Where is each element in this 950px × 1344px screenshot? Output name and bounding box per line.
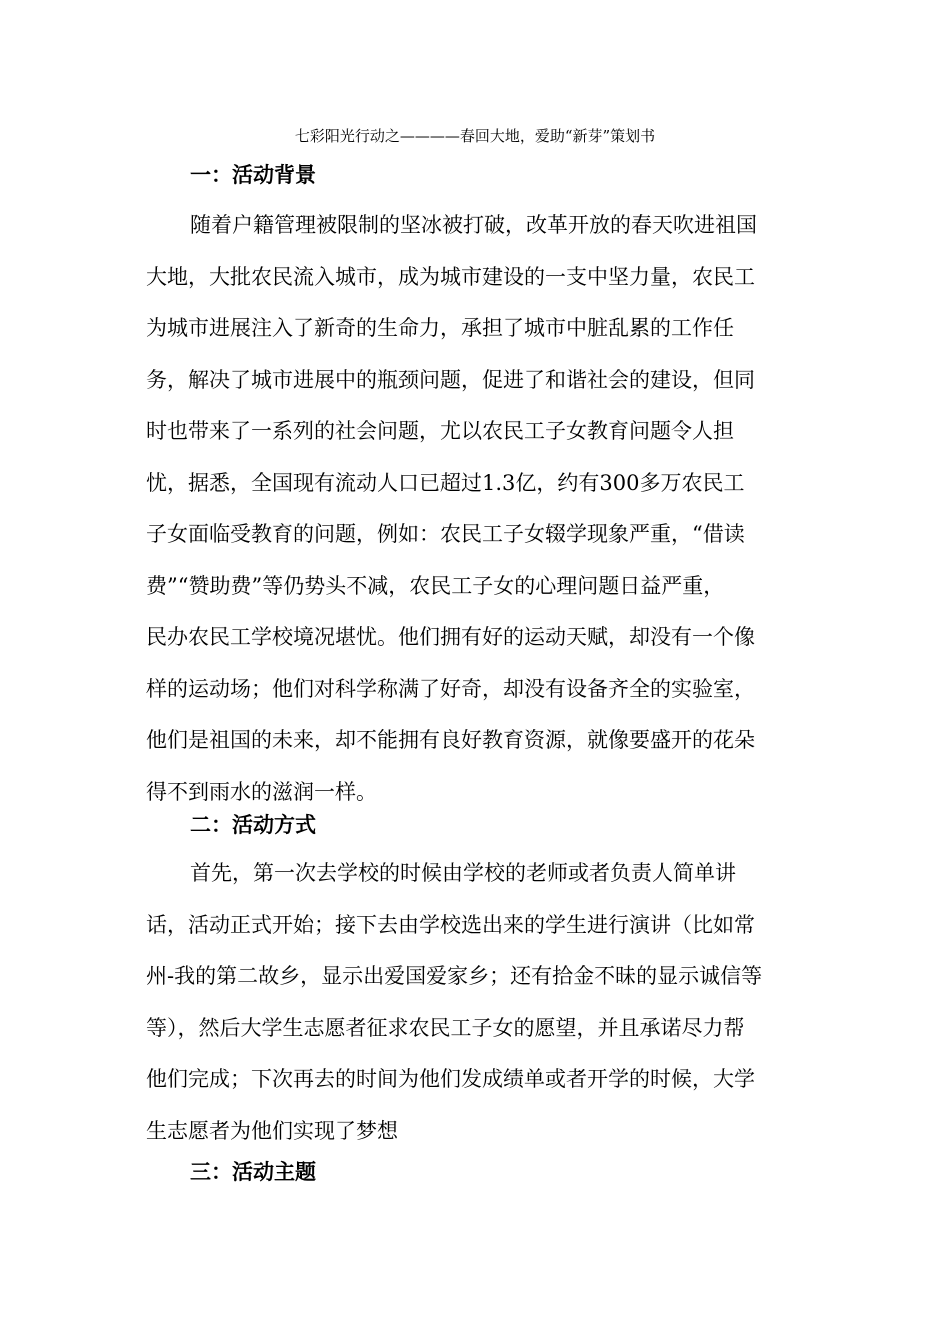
section-heading-background: 一：活动背景 bbox=[190, 163, 316, 187]
text-line: 样的运动场；他们对科学称满了好奇，却没有设备齐全的实验室， bbox=[146, 676, 755, 701]
document-title: 七彩阳光行动之————春回大地，爱助“新芽”策划书 bbox=[294, 127, 656, 145]
paragraph-method bbox=[146, 848, 806, 1157]
text-line: 民办农民工学校境况堪忧。他们拥有好的运动天赋，却没有一个像 bbox=[146, 625, 755, 649]
section-heading-theme: 三：活动主题 bbox=[190, 1160, 316, 1184]
text-line: 忧，据悉，全国现有流动人口已超过1.3亿，约有300多万农民工 bbox=[146, 470, 745, 495]
text-line: 费”“赞助费”等仍势头不减，农民工子女的心理问题日益严重， bbox=[146, 573, 725, 598]
text-line: 他们是祖国的未来，却不能拥有良好教育资源，就像要盛开的花朵 bbox=[146, 728, 755, 752]
text-line: 随着户籍管理被限制的坚冰被打破，改革开放的春天吹进祖国 bbox=[190, 213, 757, 237]
section-heading-method: 二：活动方式 bbox=[190, 813, 316, 837]
text-line: 子女面临受教育的问题，例如：农民工子女辍学现象严重，“借读 bbox=[146, 522, 745, 546]
text-line: 话，活动正式开始；接下去由学校选出来的学生进行演讲（比如常 bbox=[146, 912, 755, 937]
text-line: 大地，大批农民流入城市，成为城市建设的一支中坚力量，农民工 bbox=[146, 264, 755, 289]
text-line: 得不到雨水的滋润一样。 bbox=[146, 779, 377, 804]
text-line: 首先，第一次去学校的时候由学校的老师或者负责人简单讲 bbox=[190, 861, 736, 885]
text-line: 等），然后大学生志愿者征求农民工子女的愿望，并且承诺尽力帮 bbox=[146, 1015, 745, 1040]
text-line: 时也带来了一系列的社会问题，尤以农民工子女教育问题令人担 bbox=[146, 419, 734, 443]
text-line: 为城市进展注入了新奇的生命力，承担了城市中脏乱累的工作任 bbox=[146, 316, 734, 340]
text-line: 他们完成；下次再去的时间为他们发成绩单或者开学的时候，大学 bbox=[146, 1067, 755, 1091]
text-line: 务，解决了城市进展中的瓶颈问题，促进了和谐社会的建设，但同 bbox=[146, 367, 755, 392]
text-line: 生志愿者为他们实现了梦想 bbox=[146, 1118, 398, 1143]
text-line: 州-我的第二故乡，显示出爱国爱家乡；还有拾金不昧的显示诚信等 bbox=[146, 964, 763, 988]
paragraph-background bbox=[146, 200, 806, 818]
